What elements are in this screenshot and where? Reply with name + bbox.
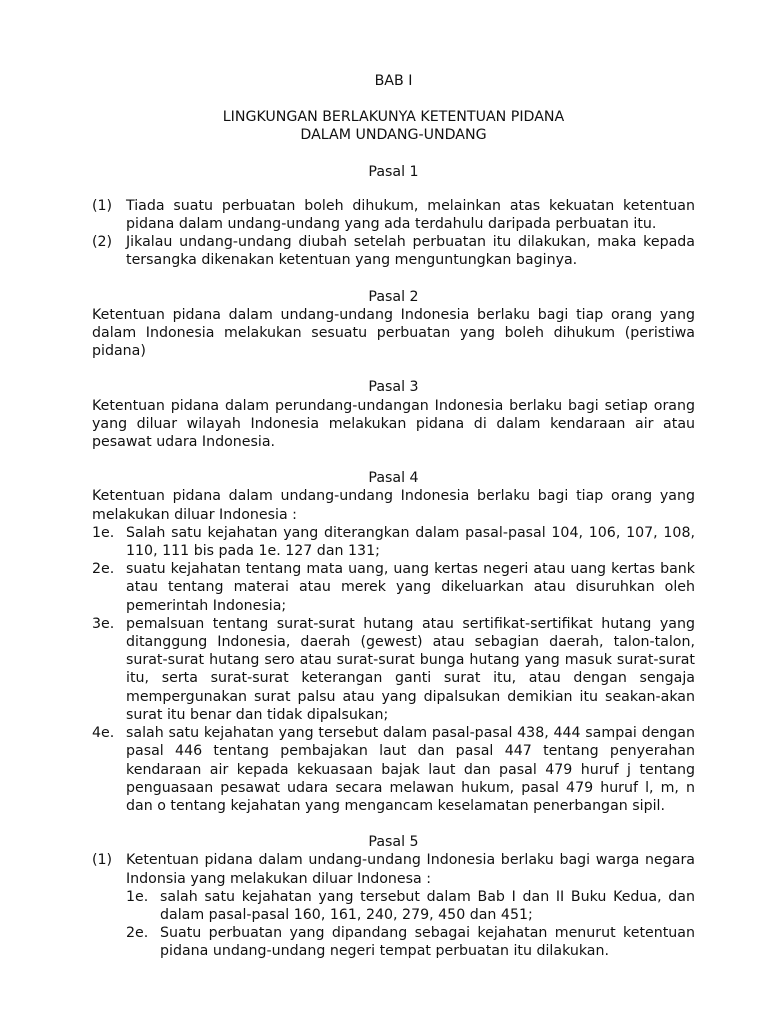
subitem-text: salah satu kejahatan yang tersebut dalam Bab I dan II Buku Kedua, dan dalam pasal-pasal 160, 161, 240, 279, 450 dan 451; [160, 888, 695, 923]
item-text: Ketentuan pidana dalam undang-undang Indonesia berlaku bagi warga negara Indonsia yang melakukan diluar Indonesa : [126, 852, 695, 887]
item-text: Tiada suatu perbuatan boleh dihukum, melainkan atas kekuatan ketentuan pidana dalam undang-undang yang ada terdahulu daripada perbuatan itu. [126, 197, 695, 233]
pasal-3-heading: Pasal 3 [368, 379, 419, 396]
item-number: (1) [92, 852, 113, 869]
pasal-4-item-2 [92, 560, 695, 615]
pasal-2-heading: Pasal 2 [368, 288, 419, 305]
item-number: (2) [92, 234, 113, 251]
item-number: 1e. [92, 524, 115, 541]
pasal-4-intro: Ketentuan pidana dalam undang-undang Indonesia berlaku bagi tiap orang yang melakukan diluar Indonesia : [92, 488, 695, 523]
pasal-2-text: Ketentuan pidana dalam undang-undang Indonesia berlaku bagi tiap orang yang dalam Indonesia melakukan sesuatu perbuatan yang boleh dihukum (peristiwa pidana) [92, 306, 695, 360]
subitem-number: 2e. [126, 925, 149, 942]
item-number: 3e. [92, 615, 115, 632]
subitem-number: 1e. [126, 888, 149, 905]
pasal-1-heading: Pasal 1 [368, 163, 419, 180]
item-number: 4e. [92, 725, 115, 742]
pasal-4-item-4 [92, 724, 695, 815]
item-text: Salah satu kejahatan yang diterangkan dalam pasal-pasal 104, 106, 107, 108, 110, 111 bis pada 1e. 127 dan 131; [126, 524, 695, 560]
item-number: (1) [92, 197, 113, 214]
pasal-3-text: Ketentuan pidana dalam perundang-undangan Indonesia berlaku bagi setiap orang yang diluar wilayah Indonesia melakukan pidana di dalam kendaraan air atau pesawat udara Indonesia. [92, 397, 695, 451]
pasal-1-item-1 [92, 197, 695, 233]
chapter-title-line-2: DALAM UNDANG-UNDANG [300, 127, 487, 144]
pasal-4-heading: Pasal 4 [368, 470, 419, 487]
pasal-5-item-1 [92, 851, 695, 887]
pasal-4-item-1 [92, 524, 695, 560]
item-text: suatu kejahatan tentang mata uang, uang kertas negeri atau uang kertas bank atau tentang materai atau merek yang dikeluarkan atau disuruhkan oleh pemerintah Indonesia; [126, 561, 695, 614]
subitem-text: Suatu perbuatan yang dipandang sebagai kejahatan menurut ketentuan pidana undang-undang negeri tempat perbuatan itu dilakukan. [160, 925, 695, 960]
item-text: Jikalau undang-undang diubah setelah perbuatan itu dilakukan, maka kepada tersangka dikenakan ketentuan yang menguntungkan baginya. [126, 234, 695, 269]
item-text: pemalsuan tentang surat-surat hutang atau sertifikat-sertifikat hutang yang ditanggung Indonesia, daerah (gewest) atau sebagian daerah, talon-talon, surat-surat hutang sero atau surat-surat bunga hutang yang masuk surat-surat itu, serta surat-surat keterangan ganti surat itu, atau dengan sengaja mempergunakan surat palsu atau yang dipalsukan demikian itu seakan-akan surat itu benar dan tidak dipalsukan; [126, 615, 695, 723]
pasal-5-heading: Pasal 5 [368, 834, 419, 851]
item-number: 2e. [92, 561, 115, 578]
chapter-heading: BAB I [374, 73, 413, 89]
chapter-title-line-1: LINGKUNGAN BERLAKUNYA KETENTUAN PIDANA [222, 109, 565, 126]
item-text: salah satu kejahatan yang tersebut dalam pasal-pasal 438, 444 sampai dengan pasal 446 tentang pembajakan laut dan pasal 447 tentang penyerahan kendaraan air kepada kekuasaan bajak laut dan pasal 479 huruf j tentang penguasaan pesawat udara secara melawan hukum, pasal 479 huruf l, m, n dan o tentang kejahatan yang mengancam keselamatan penerbangan sipil. [126, 725, 695, 814]
pasal-5-subitem-1 [126, 888, 695, 924]
pasal-4-item-3 [92, 615, 695, 724]
pasal-5-subitem-2 [126, 924, 695, 960]
document-page [92, 72, 695, 961]
pasal-1-item-2 [92, 233, 695, 269]
